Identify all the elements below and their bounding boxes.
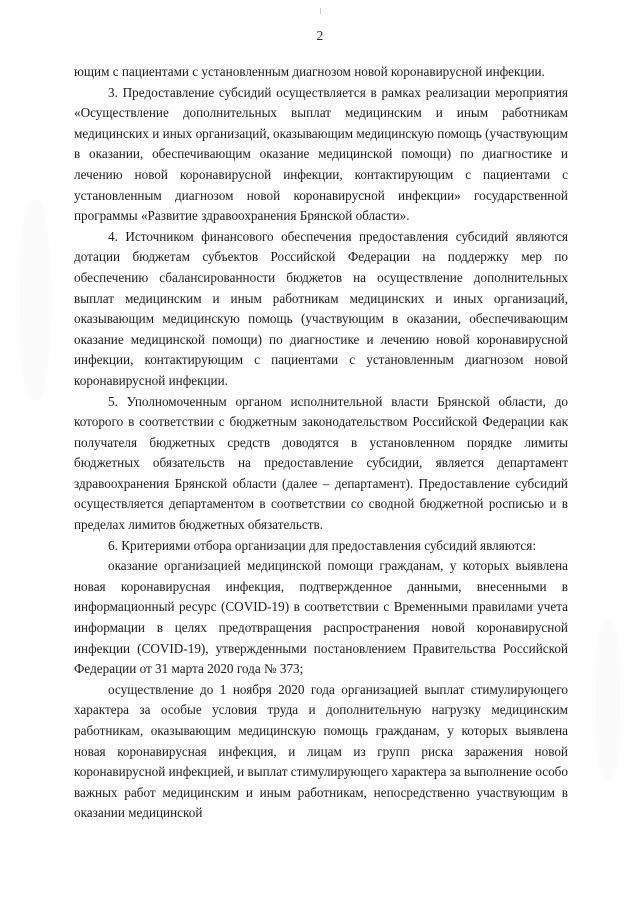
paragraph-item-3: 3. Предоставление субсидий осуществляется в рамках реализации мероприятия «Осуществление дополнительных выплат медицинским и иным работникам медицинских и иных организаций, оказывающим медицинскую помощь (участвующим в оказании, обеспечивающим оказание медицинской помощи) по диагностике и лечению новой коронавирусной инфекции, контактирующим с пациентами с установленным диагнозом новой коронавирусной инфекции» государственной программы «Развитие здравоохранения Брянской области».	[74, 84, 568, 224]
page-number: 2	[316, 28, 324, 43]
paragraph-continuation: ющим с пациентами с установленным диагнозом новой коронавирусной инфекции.	[74, 64, 545, 79]
document-body	[74, 62, 568, 824]
scan-artifact-left	[20, 200, 50, 400]
paragraph-item-4: 4. Источником финансового обеспечения предоставления субсидий являются дотации бюджетам субъектов Российской Федерации на поддержку мер по обеспечению сбалансированности бюджетов на осуществление дополнительных выплат медицинским и иным работникам медицинских и иных организаций, оказывающим медицинскую помощь (участвующим в оказании, обеспечивающим оказание медицинской помощи) по диагностике и лечению новой коронавирусной инфекции, контактирующим с пациентами с установленным диагнозом новой коронавирусной инфекции.	[74, 228, 568, 388]
page-margin-tick	[320, 8, 321, 14]
paragraph-criterion-2: осуществление до 1 ноября 2020 года организацией выплат стимулирующего характера за особые условия труда и дополнительную нагрузку медицинским работникам, оказывающим медицинскую помощь гражданам, у которых выявлена новая коронавирусная инфекция, и лицам из групп риска заражения новой коронавирусной инфекцией, и выплат стимулирующего характера за выполнение особо важных работ медицинским и иным работникам, непосредственно участвующим в оказании медицинской	[74, 681, 568, 821]
scan-artifact-right	[596, 620, 620, 780]
paragraph-item-6: 6. Критериями отбора организации для предоставления субсидий являются:	[108, 537, 536, 553]
paragraph-criterion-1: оказание организацией медицинской помощи гражданам, у которых выявлена новая коронавирусная инфекция, подтвержденное данными, внесенными в информационный ресурс (COVID-19) в соответствии с Временными правилами учета информации в целях предотвращения распространения новой коронавирусной инфекции (COVID-19), утвержденными постановлением Правительства Российской Федерации от 31 марта 2020 года № 373;	[74, 558, 568, 677]
paragraph-item-5: 5. Уполномоченным органом исполнительной власти Брянской области, до которого в соответствии с бюджетным законодательством Российской Федерации как получателя бюджетных средств доводятся в установленном порядке лимиты бюджетных обязательств на предоставление субсидии, является департамент здравоохранения Брянской области (далее – департамент). Предоставление субсидий осуществляется департаментом в соответствии со сводной бюджетной росписью и в пределах лимитов бюджетных обязательств.	[74, 393, 568, 533]
